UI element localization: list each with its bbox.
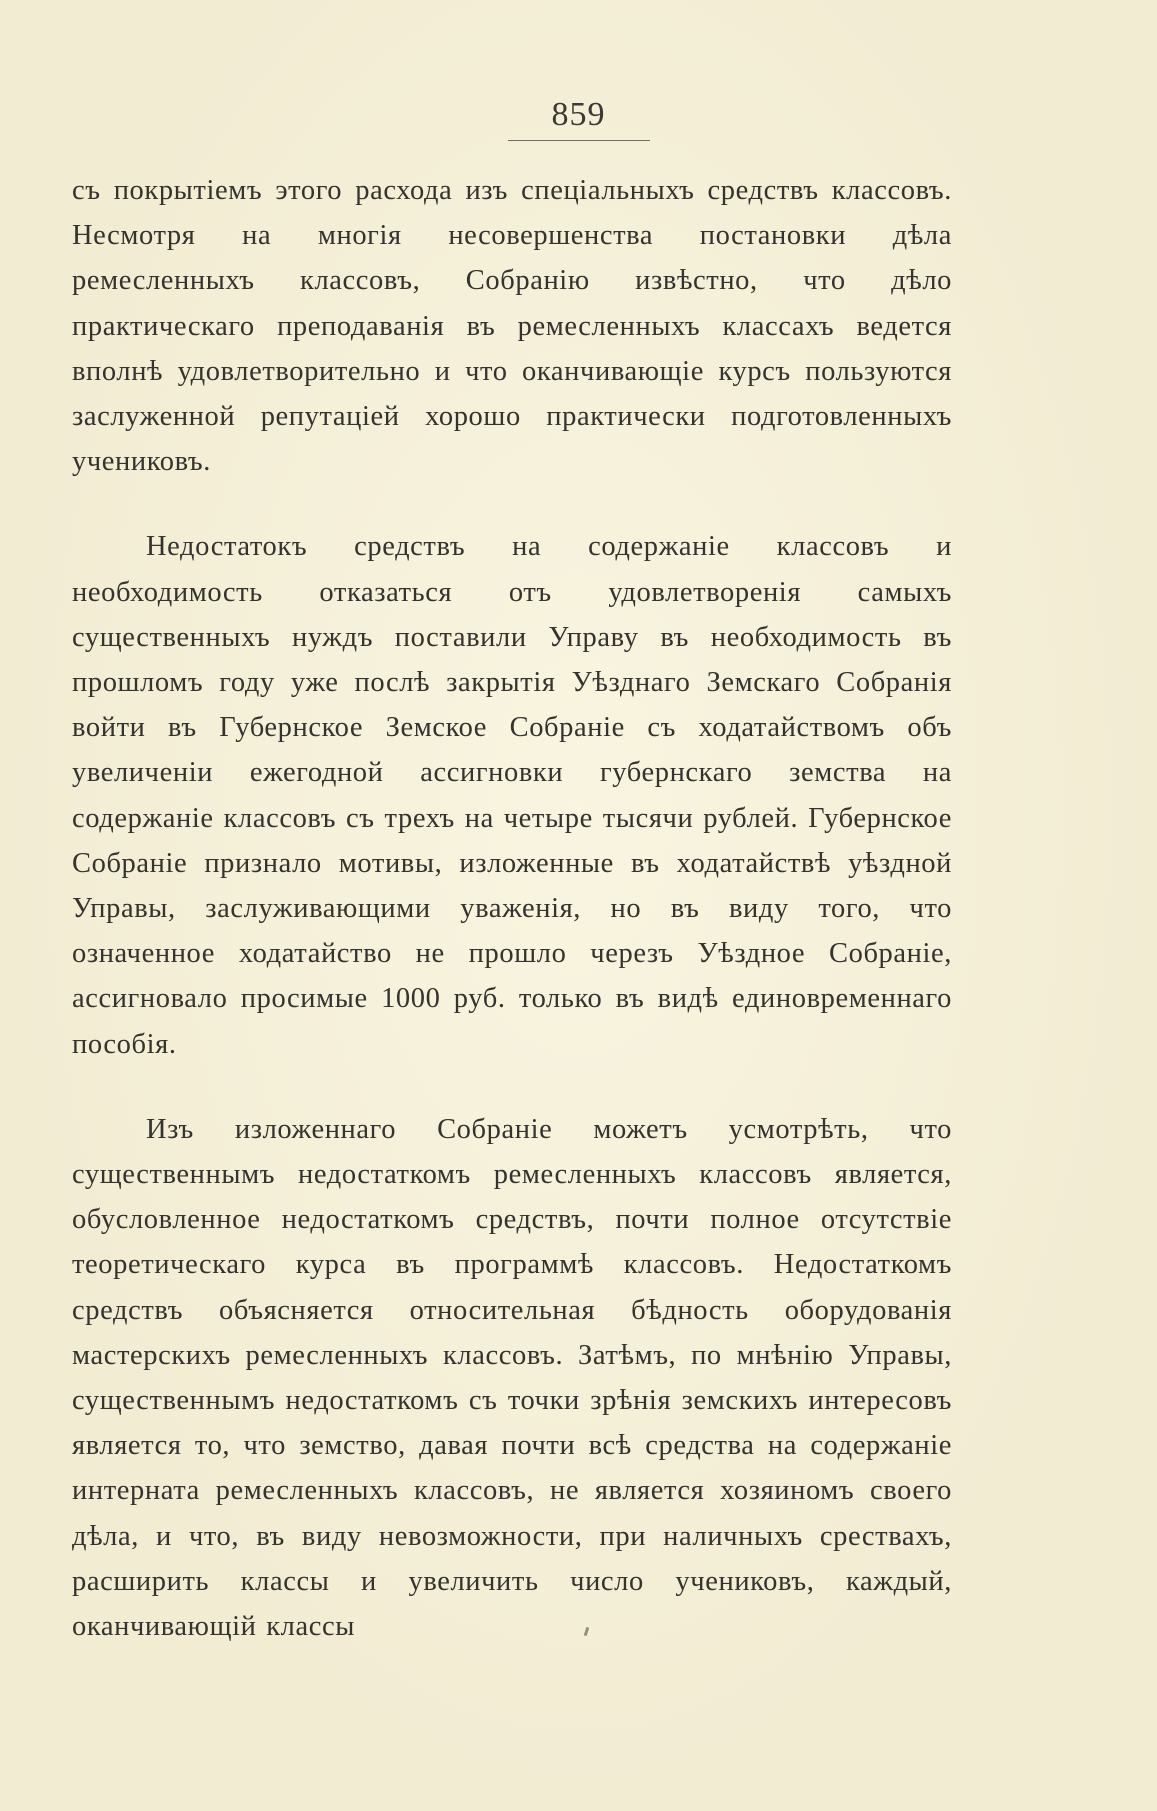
- paragraph-3: Изъ изложеннаго Собраніе можетъ усмотрѣть, что существеннымъ недостаткомъ ремесленныхъ классовъ является, обусловленное недостаткомъ средствъ, почти полное отсутствіе теоретическаго курса въ программѣ классовъ. Недостаткомъ средствъ объясняется относительная бѣдность оборудованія мастерскихъ ремесленныхъ классовъ. Затѣмъ, по мнѣнію Управы, существеннымъ недостаткомъ съ точки зрѣнія земскихъ интересовъ является то, что земство, давая почти всѣ средства на содержаніе интерната ремесленныхъ классовъ, не является хозяиномъ своего дѣла, и что, въ виду невозможности, при наличныхъ срествахъ, расширить классы и увеличить число учениковъ, каждый, оканчивающій классы: [72, 1113, 952, 1643]
- page-number: 859: [508, 96, 650, 141]
- page-header: [0, 96, 1157, 141]
- body-text: [72, 168, 952, 1649]
- paragraph-2: Недостатокъ средствъ на содержаніе классовъ и необходимость отказаться отъ удовлетворенія самыхъ существенныхъ нуждъ поставили Управу въ необходимость въ прошломъ году уже послѣ закрытія Уѣзднаго Земскаго Собранія войти въ Губернское Земское Собраніе съ ходатайствомъ объ увеличеніи ежегодной ассигновки губернскаго земства на содержаніе классовъ съ трехъ на четыре тысячи рублей. Губернское Собраніе признало мотивы, изложенные въ ходатайствѣ уѣздной Управы, заслуживающими уваженія, но въ виду того, что означенное ходатайство не прошло черезъ Уѣздное Собраніе, ассигновало просимые 1000 руб. только въ видѣ единовременнаго пособія.: [72, 531, 952, 1060]
- paragraph-1: съ покрытіемъ этого расхода изъ спеціальныхъ средствъ классовъ. Несмотря на многія несовершенства постановки дѣла ремесленныхъ классовъ, Собранію извѣстно, что дѣло практическаго преподаванія въ ремесленныхъ классахъ ведется вполнѣ удовлетворительно и что оканчивающіе курсъ пользуются заслуженной репутаціей хорошо практически подготовленныхъ учениковъ.: [72, 175, 952, 478]
